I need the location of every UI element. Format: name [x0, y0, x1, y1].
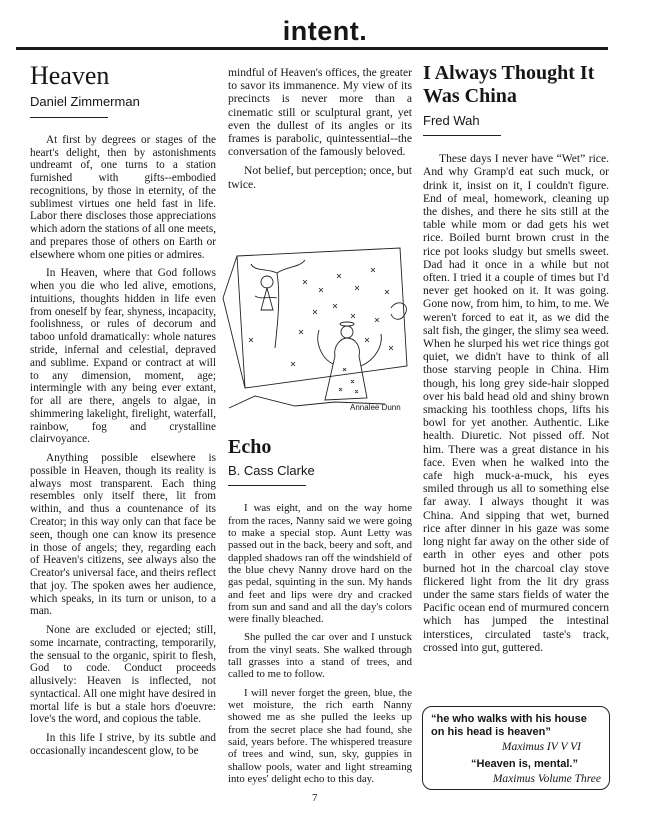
- china-author-rule: [423, 135, 501, 136]
- china-paragraph: These days I never have “Wet” rice. And why Gramp'd eat such muck, or drink it, insist on it, I couldn't figure. End of meal, homework, cleaning up the dishes, and there he sits still at the table while mom or dad gets his wet rice. Boiled burnt brown crust in the rice pot looks sludgy but smells sweet. Dad had it once in a while but not often. I tried it a couple of times but I'd never get hooked on it. It was going. Gone now, from him, to him, to me. We weren't forced to eat it, as we did the salt fish, the ginger, the slimy sea weed. When he slurped his wet rice things got quiet, we didn't have to think of all those starving people in China. Him though, his long grey side-hair slopped over his bald head old and shiny brown smacking his toothless chops, lifts his bowl for yet another. Authentic. Like health. Diuretic. Not pissed off. Not him. There was a great distance in his face. Even when he walked into the cafe high muck-a-muck, his eyes smiled through us all to something else far away. I always thought it was China. And sipping that wet, burned rice after dinner in his gaze was some long night far away on the other side of earth in other eyes and other pots burned hot in the charcoal clay stove flickered light from the lit dry grass under the same stars fields of water the Pacific ocean end of murmured concern which has jumped the intestinal interstices, circulated taste's track, crossed into gut, guttered.: [423, 152, 609, 654]
- echo-column: [228, 436, 412, 791]
- echo-author: B. Cass Clarke: [228, 463, 315, 478]
- heaven-paragraph: At first by degrees or stages of the heart's delight, then by astonishments undreamt of, one turns to a station furnished with gifts--embodied recognitions, by those in eternity, of the sublimest virtues one held fast in life. Labor there discloses those appreciations which adorn the stations of all one meets, and prepares those of others on Earth or elsewhere whom one pities or admires.: [30, 133, 216, 261]
- illustration-credit: Annalee Dunn: [350, 403, 401, 412]
- heaven-paragraph: Not belief, but perception; once, but twice.: [228, 164, 412, 191]
- echo-paragraph: She pulled the car over and I unstuck from the vinyl seats. She walked through tall grasses into a stand of trees, and called to me to follow.: [228, 631, 412, 681]
- heaven-author: Daniel Zimmerman: [30, 94, 140, 109]
- heaven-author-rule: [30, 117, 108, 118]
- quote-source: Maximus Volume Three: [492, 773, 601, 785]
- quote-line: “Heaven is, mental.”: [471, 758, 578, 770]
- quote-box: [422, 706, 610, 790]
- masthead: intent.: [282, 16, 368, 46]
- page-number: 7: [312, 792, 318, 804]
- china-author: Fred Wah: [423, 113, 480, 128]
- heaven-title: Heaven: [30, 61, 110, 90]
- heaven-paragraph: mindful of Heaven's offices, the greater to savor its immanence. My view of its precincts is never more than a cinematic still or sculptural grant, yet even the dullest of its angles or its frames is parabolic, quintessential--the conversation of the famously beloved.: [228, 66, 412, 159]
- angel-illustration: [215, 238, 415, 413]
- heaven-paragraph: Anything possible elsewhere is possible in Heaven, though its reality is always most transparent. Each thing resembles only itself there, lit from within, and thus a countenance of its Creator; in this way only can that face be seen, though one can know its presence in those of angels; they, regarding each of Heaven's citizens, see always also the Creator's universal face, and theirs reflect that joy. The spoken awes her audience, which speaks, in its turn or unison, to a man.: [30, 452, 216, 618]
- heaven-column: [30, 62, 216, 764]
- china-title: I Always Thought It Was China: [423, 62, 595, 107]
- quote-line: “he who walks with his house on his head is heaven”: [431, 713, 587, 738]
- heaven-continued: [228, 66, 412, 197]
- heaven-paragraph: None are excluded or ejected; still, some incarnate, contracting, temporarily, the sensual to the organic, spirit to flesh, God to code. Conduct proceeds allusively: Heaven is inflected, not syntactical. All one might have desired in mortal life is but a stale hors d'oeuvre: love's the word, and copious the table.: [30, 624, 216, 726]
- china-column: [423, 62, 609, 660]
- heaven-paragraph: In Heaven, where that God follows when you die who led alive, emotions, intuitions, thoughts hidden in life even from oneself by fear, shyness, incapacity, foolishness, or rules of decorum and taboo unfold dramatically: whole natures stride, infernal and celestial, depraved and sublime. Expand or contract at will to any dimension, moment, age; intermingle with any being ever extant, for all are there, angels to algae, in shimmering lakelight, firelight, waterfall, rainbow, fog and crystalline clairvoyance.: [30, 267, 216, 446]
- masthead-rule: [16, 47, 608, 50]
- heaven-paragraph: In this life I strive, by its subtle and occasionally incandescent glow, to be: [30, 732, 216, 757]
- echo-paragraph: I was eight, and on the way home from the races, Nanny said we were going to make a special stop. Aunt Letty was passed out in the back, beery and soft, and dappled shadows ran off the windshield of the blue chevy Nanny drove hard on the gas pedal, squinting in the sun. My hands and feet and lips were dry and cracked from sun and sand and all the day's colors were finally bleached.: [228, 502, 412, 626]
- quote-source: Maximus IV V VI: [501, 741, 581, 753]
- echo-author-rule: [228, 485, 306, 486]
- echo-paragraph: I will never forget the green, blue, the wet moisture, the rich earth Nanny showed me as she pulled the leeks up from the secret place she had found, she said, years before. The whispered treasure of trees and wind, sun, sky, guppies in shallow pools, water and light streaming into eyes' delight echo to this day.: [228, 686, 412, 785]
- echo-title: Echo: [228, 436, 272, 458]
